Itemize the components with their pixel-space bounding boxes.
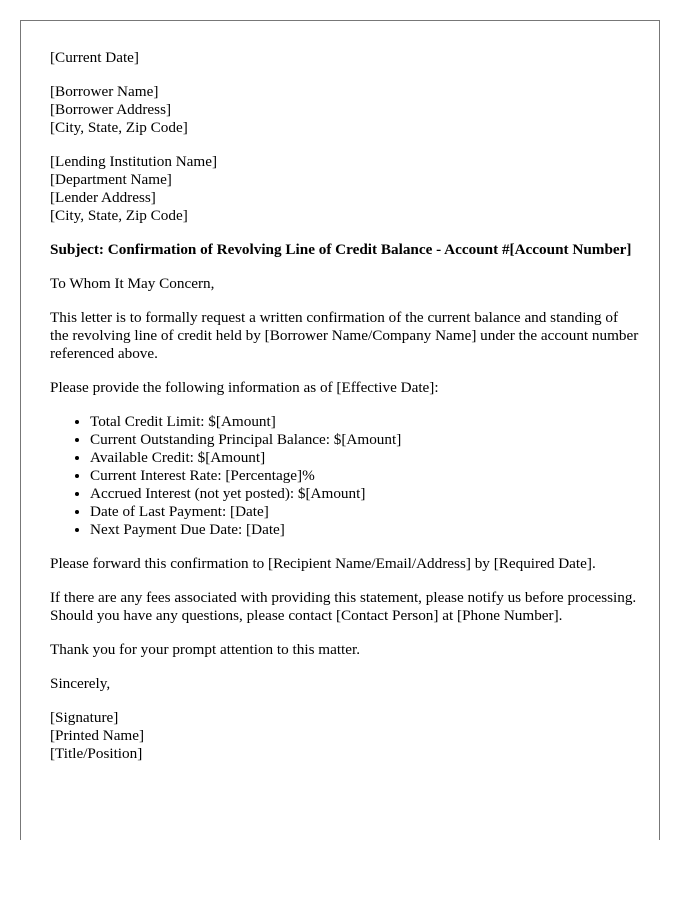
list-item: • Current Interest Rate: [Percentage]% xyxy=(90,467,640,485)
title-position: [Title/Position] xyxy=(50,745,143,762)
list-item: • Accrued Interest (not yet posted): $[Amount] xyxy=(90,485,640,503)
list-item: • Next Payment Due Date: [Date] xyxy=(90,521,640,539)
requested-info-list xyxy=(50,413,640,539)
lender-address-block xyxy=(50,153,640,225)
fees-paragraph: If there are any fees associated with providing this statement, please notify us before processing. Should you have any questions, please contact [Contact Person] at [Phone Number]. xyxy=(50,589,637,624)
borrower-address-block xyxy=(50,83,640,137)
letter-body xyxy=(50,49,640,763)
list-item: • Available Credit: $[Amount] xyxy=(90,449,640,467)
lender-city-state-zip: [City, State, Zip Code] xyxy=(50,207,188,224)
borrower-name: [Borrower Name] xyxy=(50,83,159,100)
request-intro: Please provide the following information as of [Effective Date]: xyxy=(50,379,439,396)
list-item: • Total Credit Limit: $[Amount] xyxy=(90,413,640,431)
subject-line: Subject: Confirmation of Revolving Line of Credit Balance - Account #[Account Number] xyxy=(50,241,632,258)
list-item: • Current Outstanding Principal Balance: $[Amount] xyxy=(90,431,640,449)
letter-date: [Current Date] xyxy=(50,49,139,66)
closing: Sincerely, xyxy=(50,675,111,692)
lender-department: [Department Name] xyxy=(50,171,172,188)
intro-paragraph: This letter is to formally request a written confirmation of the current balance and standing of the revolving line of credit held by [Borrower Name/Company Name] under the account number referenced above. xyxy=(50,309,639,362)
borrower-city-state-zip: [City, State, Zip Code] xyxy=(50,119,188,136)
salutation: To Whom It May Concern, xyxy=(50,275,215,292)
borrower-address: [Borrower Address] xyxy=(50,101,172,118)
lender-institution: [Lending Institution Name] xyxy=(50,153,218,170)
signature-block xyxy=(50,709,640,763)
signature: [Signature] xyxy=(50,709,119,726)
thanks-paragraph: Thank you for your prompt attention to this matter. xyxy=(50,641,361,658)
printed-name: [Printed Name] xyxy=(50,727,145,744)
lender-address: [Lender Address] xyxy=(50,189,156,206)
forward-paragraph: Please forward this confirmation to [Recipient Name/Email/Address] by [Required Date]. xyxy=(50,555,596,572)
date-block xyxy=(50,49,640,67)
letter-page xyxy=(20,20,660,840)
list-item: • Date of Last Payment: [Date] xyxy=(90,503,640,521)
